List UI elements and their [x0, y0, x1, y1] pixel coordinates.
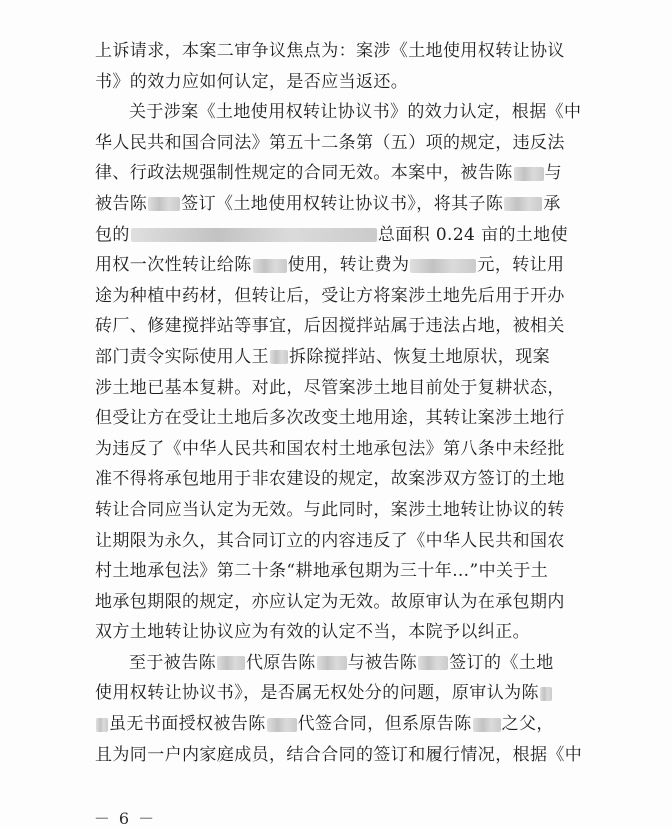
text-segment: 使用，转让费为 — [287, 255, 410, 276]
redaction-mark — [317, 656, 347, 670]
text-segment: 虽无书面授权被告陈 — [109, 714, 266, 735]
text-segment: 用权一次性转让给陈 — [95, 255, 252, 276]
text-segment: 包的 — [95, 224, 130, 245]
text-segment: 地承包期限的规定，亦应认定为无效。故原审认为在承包期内 — [95, 591, 565, 612]
text-segment: 与被告陈 — [347, 652, 418, 673]
text-segment: 准不得将承包地用于非农建设的规定，故案涉双方签订的土地 — [95, 469, 565, 490]
text-segment: 代原告陈 — [246, 652, 316, 673]
text-line — [95, 740, 595, 771]
text-segment: 被告陈 — [95, 193, 148, 214]
text-segment: 华人民共和国合同法》第五十二条第（五）项的规定，违反法 — [95, 132, 565, 153]
text-line — [95, 189, 595, 220]
text-segment: 部门责令实际使用人王 — [95, 346, 269, 367]
page-number: － 6 － — [93, 809, 157, 828]
text-line — [95, 464, 595, 495]
redaction-mark — [253, 259, 287, 273]
text-line — [95, 495, 595, 526]
text-segment: 为违反了《中华人民共和国农村土地承包法》第八条中未经批 — [95, 438, 565, 459]
text-segment: 上诉请求，本案二审争议焦点为：案涉《土地使用权转让协议 — [95, 41, 565, 61]
text-segment: 村土地承包法》第二十条“耕地承包期为三十年…”中关于土 — [95, 561, 549, 582]
text-line — [95, 403, 595, 434]
text-line — [95, 434, 595, 465]
text-segment: 签订的《土地 — [449, 652, 554, 673]
text-segment: 代签合同，但系原告陈 — [297, 714, 472, 735]
text-line — [95, 373, 595, 404]
text-segment: 涉土地已基本复耕。对此，尽管案涉土地目前处于复耕状态， — [95, 377, 565, 398]
text-segment: 之父， — [501, 714, 554, 735]
redaction-mark — [131, 228, 377, 242]
text-line — [95, 67, 595, 98]
text-segment: 签订《土地使用权转让协议书》，将其子陈 — [181, 193, 504, 214]
text-segment: 砖厂、修建搅拌站等事宜，后因搅拌站属于违法占地，被相关 — [95, 316, 565, 337]
text-line — [95, 158, 595, 189]
text-line — [95, 648, 595, 679]
redaction-mark — [267, 718, 297, 732]
text-segment: 律、行政法规强制性规定的合同无效。本案中，被告陈 — [95, 163, 513, 184]
text-segment: 元，转让用 — [477, 255, 565, 276]
redaction-mark — [514, 167, 544, 181]
text-line — [95, 587, 595, 618]
text-line — [95, 281, 595, 312]
text-segment: 且为同一户内家庭成员，结合合同的签订和履行情况，根据《中 — [95, 744, 583, 765]
text-line — [95, 342, 595, 373]
text-segment: 书》的效力应如何认定，是否应当返还。 — [95, 71, 409, 92]
text-line — [95, 617, 595, 648]
text-line — [95, 709, 595, 740]
text-segment: 至于被告陈 — [129, 652, 216, 673]
redaction-mark — [96, 718, 108, 732]
redaction-mark — [504, 197, 542, 211]
redaction-mark — [217, 656, 245, 670]
text-segment: 但受让方在受让土地后多次改变土地用途，其转让案涉土地行 — [95, 408, 565, 429]
text-segment: 拆除搅拌站、恢复土地原状，现案 — [289, 346, 550, 367]
redaction-mark — [148, 197, 180, 211]
body-text — [95, 36, 595, 770]
text-segment: 总面积 0.24 亩的土地使 — [377, 224, 569, 245]
text-line — [95, 220, 595, 251]
text-line — [95, 97, 595, 128]
text-segment: 关于涉案《土地使用权转让协议书》的效力认定，根据《中 — [129, 102, 582, 123]
text-line — [95, 128, 595, 159]
text-line — [95, 36, 595, 67]
text-segment: 双方土地转让协议应为有效的认定不当，本院予以纠正。 — [95, 622, 530, 643]
text-segment: 使用权转让协议书》，是否属无权处分的问题，原审认为陈 — [95, 683, 539, 704]
text-segment: 与 — [544, 163, 563, 184]
text-segment: 转让合同应当认定为无效。与此同时，案涉土地转让协议的转 — [95, 499, 565, 520]
text-segment: 途为种植中药材，但转让后，受让方将案涉土地先后用于开办 — [95, 285, 565, 306]
text-segment: 承 — [543, 193, 561, 214]
text-line — [95, 678, 595, 709]
text-line — [95, 556, 595, 587]
redaction-mark — [473, 718, 501, 732]
redaction-mark — [540, 687, 552, 701]
text-segment: 让期限为永久，其合同订立的内容违反了《中华人民共和国农 — [95, 530, 565, 551]
text-line — [95, 250, 595, 281]
text-line — [95, 526, 595, 557]
redaction-mark — [410, 259, 476, 273]
redaction-mark — [418, 656, 448, 670]
text-line — [95, 311, 595, 342]
redaction-mark — [270, 350, 288, 364]
